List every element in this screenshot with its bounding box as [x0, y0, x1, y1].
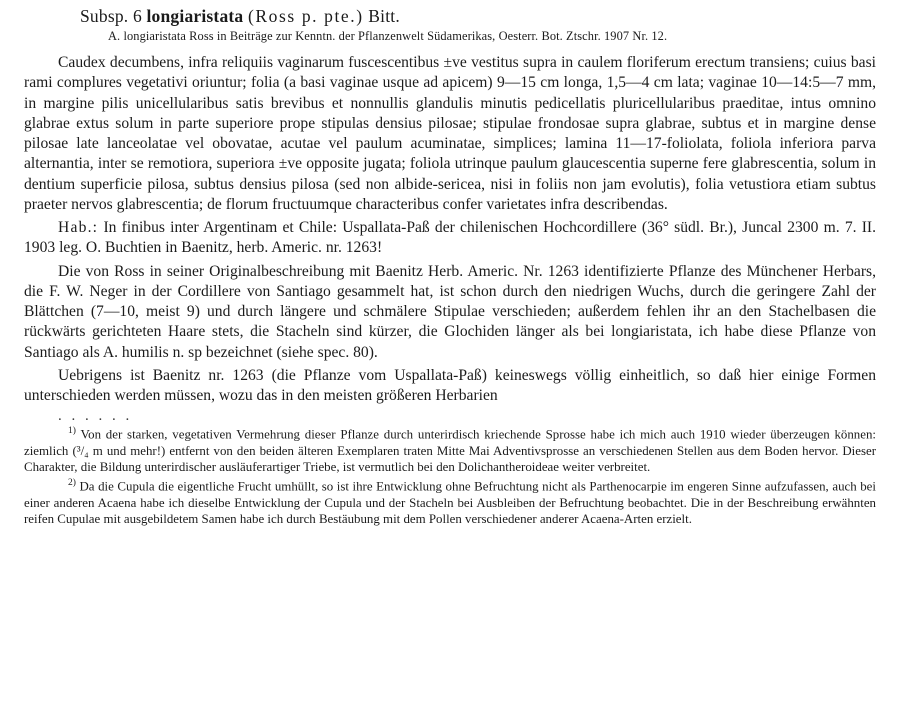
footnote-2 — [24, 477, 876, 528]
footnote-1-text: Von der starken, vegetativen Vermehrung dieser Pflanze durch unterirdisch kriechende Sprosse habe ich mich auch 1910 wieder überzeugen können: ziemlich (³/₄ m und mehr!) entfernt von den beiden älteren Exemplaren traten Mitte Mai Adventivsprosse an verschiedenen Stellen aus dem Boden hervor. Dieser Charakter, die Bildung unterirdischer ausläuferartiger Triebe, ist vermutlich bei den Dolichantheroideae weiter verbreitet. — [24, 427, 876, 475]
footnotes-section — [24, 425, 876, 528]
footnote-2-text: Da die Cupula die eigentliche Frucht umhüllt, so ist ihre Entwicklung ohne Befruchtung nicht als Parthenocarpie im engeren Sinne aufzufassen, auch bei einer anderen Acaena habe ich dieselbe Entwicklung der Cupula und der Stacheln bei Ausbleiben der Befruchtung beobachtet. Die in der Beschreibung erwähnten reifen Cupulae mit ausgebildetem Samen habe ich durch Bestäubung mit dem Pollen verschiedener anderer Acaena-Arten erzielt. — [24, 479, 876, 527]
discussion-block-1 — [24, 262, 876, 363]
latin-description: Caudex decumbens, infra reliquiis vaginarum fuscescentibus ±ve vestitus supra in caulem floriferum erectum transiens; cuius basi rami complures vegetativi oriuntur; folia (a basi vaginae usque ad apicem) 9—15 cm longa, 1,5—4 cm lata; vaginae 10—14:5—7 mm, in margine pilis unicellularibus satis brevibus et nonnullis glandulis minutis pedicellatis pluricellularibus praeditae, intus omnino glabrae extus solum in parte superiore prope stipulas densius pilosae; stipulae frondosae supra glabrae, subtus et in margine dense pilosae late lanceolatae vel obovatae, acutae vel paulum acuminatae, simplices; lamina 11—17-foliolata, foliola inferiora parva alternantia, inter se remotiora, superiora ±ve opposite jugata; foliola utrinque paulum glaucescentia superne fere glabrescentia, solum in dentium superficie pilosa, subtus densius pilosa (sed non albide-sericea, nisi in foliis non jam evolutis), folia vetustiora etiam subtus praeter nervos glabrescentia; de florum fructuumque characteribus confer varietates infra describendas. — [24, 54, 876, 213]
discussion-block-2 — [24, 366, 876, 407]
habitat-text: In finibus inter Argentinam et Chile: Uspallata-Paß der chilenischen Hochcordillere (36° südl. Br.), Juncal 2300 m. 7. II. 1903 leg. O. Buchtien in Baenitz, herb. Americ. nr. 1263! — [24, 219, 877, 257]
habitat-paragraph — [24, 218, 876, 259]
footnote-2-marker: 2) — [68, 477, 76, 488]
taxon-name: longiaristata — [146, 6, 244, 26]
footnote-1-marker: 1) — [68, 426, 76, 437]
ellipsis-line: . . . . . . — [58, 407, 133, 424]
taxon-author: (Ross p. pte.) — [247, 6, 364, 26]
subspecies-prefix: Subsp. 6 — [80, 6, 142, 26]
page-title — [24, 6, 876, 27]
description-block — [24, 53, 876, 215]
discussion-paragraph-2: Uebrigens ist Baenitz nr. 1263 (die Pflanze vom Uspallata-Paß) keineswegs völlig einheitlich, so daß hier einige Formen unterschieden werden müssen, wozu das in den meisten größeren Herbarien — [24, 366, 876, 405]
habitat-label: Hab.: — [58, 219, 99, 237]
habitat-block — [24, 218, 876, 259]
footnote-1 — [24, 425, 876, 476]
taxon-author-suffix: Bitt. — [368, 6, 400, 26]
discussion-paragraph-1: Die von Ross in seiner Originalbeschreibung mit Baenitz Herb. Americ. Nr. 1263 identifizierte Pflanze des Münchener Herbars, die F. W. Neger in der Cordillere von Santiago gesammelt hat, ist schon durch den niedrigen Wuchs, durch die geringere Zahl der Blättchen (7—10, meist 9) und durch längere und schmälere Stipulae verschieden; außerdem fehlen ihr an den Stachelbasen die rückwärts gerichteten Haare stets, die Stacheln sind kürzer, die Glochiden länger als bei longiaristata, ich habe diese Pflanze von Santiago als A. humilis n. sp bezeichnet (siehe spec. 80). — [24, 262, 876, 361]
citation-line: A. longiaristata Ross in Beiträge zur Kenntn. der Pflanzenwelt Südamerikas, Oesterr. Bot. Ztschr. 1907 Nr. 12. — [108, 29, 668, 43]
